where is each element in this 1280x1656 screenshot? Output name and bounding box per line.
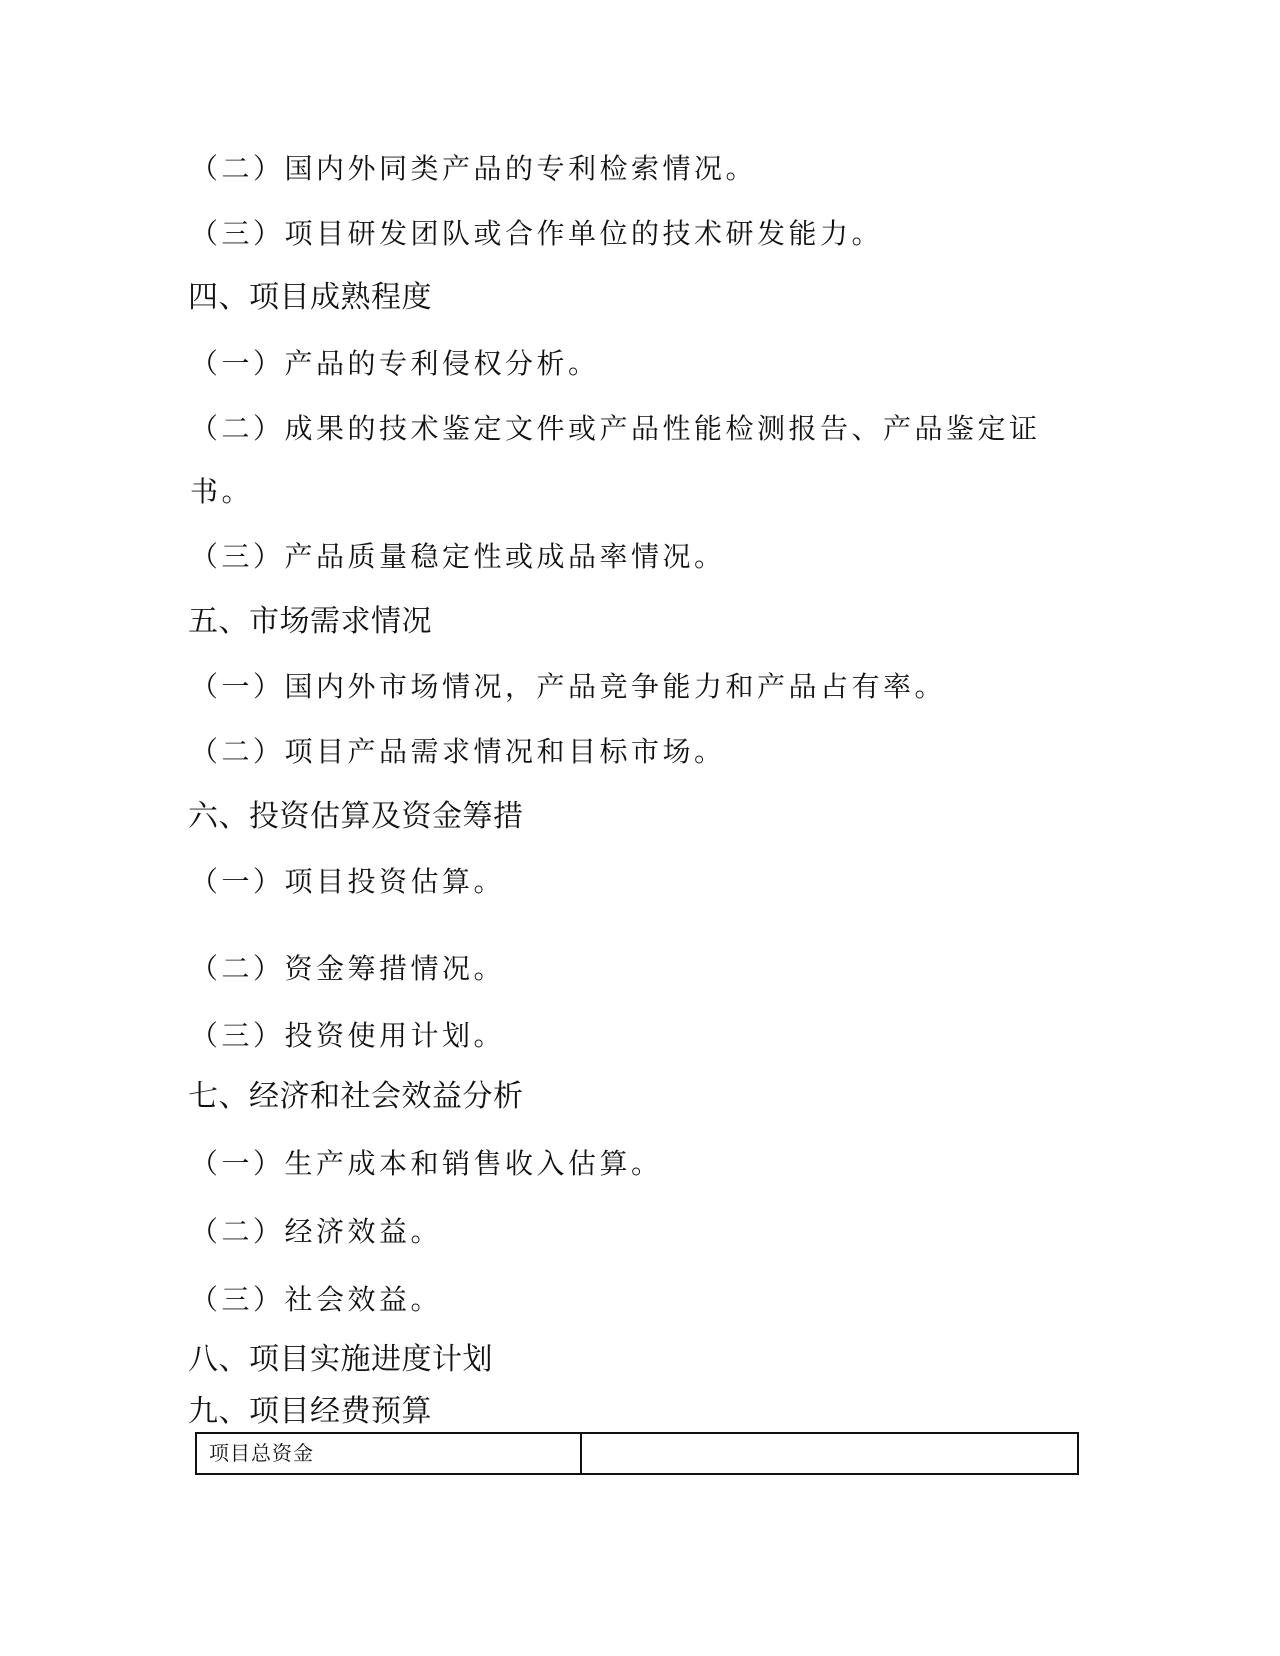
section-heading-schedule: 八、项目实施进度计划 [188, 1342, 493, 1377]
item-patent-infringement: （一）产品的专利侵权分析。 [190, 347, 600, 380]
budget-table [195, 1432, 1079, 1475]
budget-total-label: 项目总资金 [197, 1434, 582, 1473]
item-technical-appraisal-cont: 书。 [190, 475, 254, 508]
item-rd-capability: （三）项目研发团队或合作单位的技术研发能力。 [190, 217, 884, 250]
item-cost-revenue: （一）生产成本和销售收入估算。 [190, 1147, 663, 1180]
item-fund-raising: （二）资金筹措情况。 [190, 952, 506, 985]
item-social-benefit: （三）社会效益。 [190, 1283, 443, 1316]
item-quality-stability: （三）产品质量稳定性或成品率情况。 [190, 540, 726, 573]
item-patent-search: （二）国内外同类产品的专利检索情况。 [190, 152, 758, 185]
item-technical-appraisal: （二）成果的技术鉴定文件或产品性能检测报告、产品鉴定证 [190, 412, 1041, 445]
item-investment-estimate: （一）项目投资估算。 [190, 865, 506, 898]
item-market-situation: （一）国内外市场情况，产品竞争能力和产品占有率。 [190, 670, 947, 703]
section-heading-budget: 九、项目经费预算 [188, 1394, 432, 1429]
section-heading-benefit: 七、经济和社会效益分析 [188, 1079, 524, 1114]
section-heading-maturity: 四、项目成熟程度 [188, 280, 432, 315]
item-economic-benefit: （二）经济效益。 [190, 1215, 443, 1248]
section-heading-investment: 六、投资估算及资金筹措 [188, 799, 524, 834]
section-heading-market: 五、市场需求情况 [188, 604, 432, 639]
budget-total-value[interactable] [582, 1434, 1077, 1473]
item-target-market: （二）项目产品需求情况和目标市场。 [190, 735, 726, 768]
item-investment-plan: （三）投资使用计划。 [190, 1019, 506, 1052]
